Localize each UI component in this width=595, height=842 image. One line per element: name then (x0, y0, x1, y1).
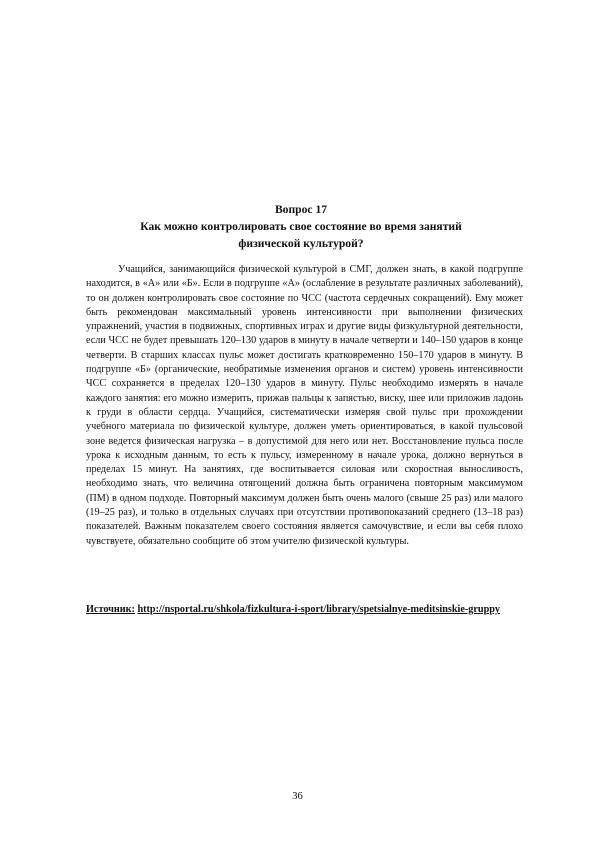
question-number: Вопрос 17 (274, 203, 328, 216)
answer-body (86, 263, 523, 549)
question-title-line-2: физической культурой? (238, 237, 364, 250)
source-label: Источник: (86, 604, 135, 615)
source-citation (86, 603, 526, 617)
question-heading (86, 201, 516, 252)
page-number: 36 (292, 791, 303, 802)
answer-paragraph: Учащийся, занимающийся физической культурой в СМГ, должен знать, в какой подгруппе находится, в «А» или «Б». Если в подгруппе «А» (ослабление в результате различных заболеваний), то он должен контролировать свое состояние по ЧСС (частота сердечных сокращений). Ему может быть рекомендован максимальный уровень интенсивности при выполнении физических упражнений, участия в подвижных, спортивных играх и другие виды физкультурной деятельности, если ЧСС не будет превышать 120–130 ударов в минуту в начале четверти и 140–150 ударов в конце четверти. В старших классах пульс может достигать кратковременно 150–170 ударов в минуту. В подгруппе «Б» (органические, необратимые изменения органов и систем) уровень интенсивности ЧСС сохраняется в пределах 120–130 ударов в минуту. Пульс необходимо измерять в начале каждого занятия: его можно измерить, прижав пальцы к запястью, виску, шее или приложив ладонь к груди в области сердца. Учащийся, систематически измеряя свой пульс при прохождении учебного материала по физической культуре, должен уметь ориентироваться, в какой пульсовой зоне ведется физическая нагрузка – в допустимой для него или нет. Восстановление пульса после урока к исходным данным, то есть к пульсу, измеренному в начале урока, должно вернуться в пределах 15 минут. На занятиях, где воспитывается силовая или скоростная выносливость, необходимо знать, что величина отягощений должна быть ограничена повторным максимумом (ПМ) в одном подходе. Повторный максимум должен быть очень малого (свыше 25 раз) или малого (19–25 раз), и только в отдельных случаях при отсутствии противопоказаний среднего (13–18 раз) показателей. Важным показателем своего состояния является самочувствие, и если вы себя плохо чувствуете, обязательно сообщите об этом учителю физической культуры. (86, 264, 523, 547)
question-title-line-1: Как можно контролировать свое состояние во время занятий (140, 220, 462, 233)
source-link[interactable]: http://nsportal.ru/shkola/fizkultura-i-sport/library/spetsialnye-meditsinskie-gruppy (137, 604, 500, 615)
